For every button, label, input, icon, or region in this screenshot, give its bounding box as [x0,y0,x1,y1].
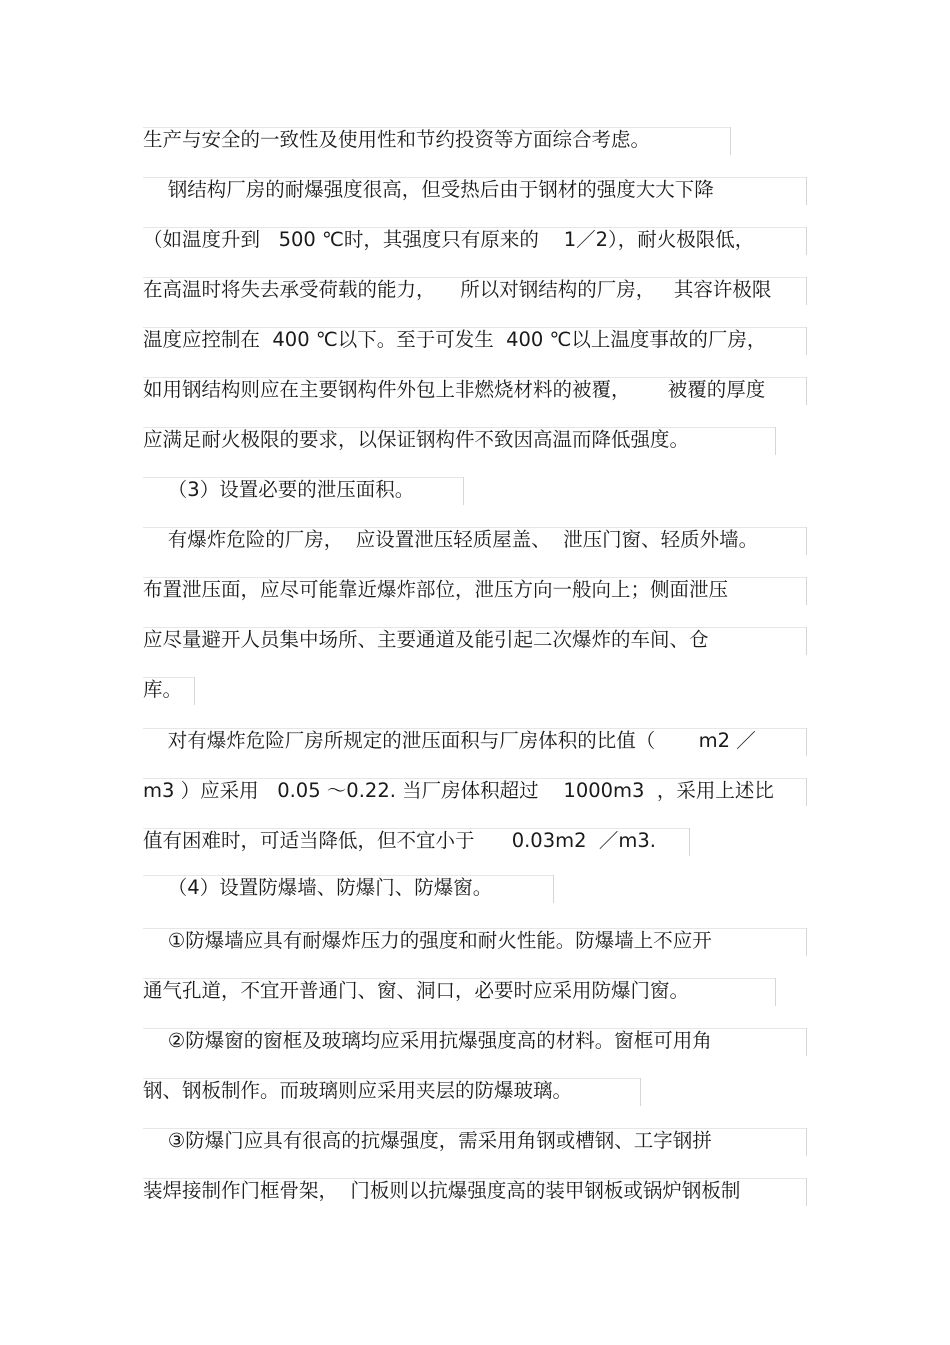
text-line: 对有爆炸危险厂房所规定的泄压面积与厂房体积的比值（ m2 ／ [143,729,756,752]
line-divider [806,377,807,405]
line-divider [553,875,554,903]
text-line: 应满足耐火极限的要求，以保证钢构件不致因高温而降低强度。 [143,428,690,451]
line-divider [806,1028,807,1056]
line-divider [806,177,807,205]
line-divider [775,978,776,1006]
line-divider [806,627,807,655]
text-line: ①防爆墙应具有耐爆炸压力的强度和耐火性能。防爆墙上不应开 [143,929,712,952]
text-line: ③防爆门应具有很高的抗爆强度，需采用角钢或槽钢、工字钢拼 [143,1129,712,1152]
line-divider [806,577,807,605]
line-divider [806,1178,807,1206]
text-line: 生产与安全的一致性及使用性和节约投资等方面综合考虑。 [143,128,651,151]
line-divider [806,227,807,255]
text-line: 如用钢结构则应在主要钢构件外包上非燃烧材料的被覆， 被覆的厚度 [143,378,766,401]
text-line: 通气孔道，不宜开普通门、窗、洞口，必要时应采用防爆门窗。 [143,979,690,1002]
line-divider [806,778,807,806]
text-line: 有爆炸危险的厂房， 应设置泄压轻质屋盖、 泄压门窗、轻质外墙。 [143,528,759,551]
text-line: 钢结构厂房的耐爆强度很高，但受热后由于钢材的强度大大下降 [143,178,714,201]
text-line: （3）设置必要的泄压面积。 [143,478,415,501]
text-line: 在高温时将失去承受荷载的能力， 所以对钢结构的厂房， 其容许极限 [143,278,772,301]
text-line: 温度应控制在 400 ℃以下。至于可发生 400 ℃以上温度事故的厂房， [143,328,767,351]
line-divider [463,477,464,505]
line-divider [806,928,807,956]
line-divider [806,1128,807,1156]
text-line: （如温度升到 500 ℃时，其强度只有原来的 1／2），耐火极限低， [143,228,755,251]
text-line: 值有困难时，可适当降低，但不宜小于 0.03m2 ／m3. [143,829,657,852]
line-divider [775,427,776,455]
text-line: 装焊接制作门框骨架， 门板则以抗爆强度高的装甲钢板或锅炉钢板制 [143,1179,741,1202]
line-divider [806,728,807,756]
line-divider [806,327,807,355]
text-line: 应尽量避开人员集中场所、主要通道及能引起二次爆炸的车间、仓 [143,628,709,651]
line-divider [806,527,807,555]
text-line: 库。 [143,678,183,701]
line-divider [730,127,731,155]
text-line: m3 ）应采用 0.05 ～0.22. 当厂房体积超过 1000m3 ，采用上述比 [143,779,774,802]
line-divider [194,677,195,705]
line-divider [640,1078,641,1106]
text-line: （4）设置防爆墙、防爆门、防爆窗。 [143,876,493,899]
text-line: ②防爆窗的窗框及玻璃均应采用抗爆强度高的材料。窗框可用角 [143,1029,712,1052]
line-divider [689,828,690,856]
line-divider [806,277,807,305]
text-line: 钢、钢板制作。而玻璃则应采用夹层的防爆玻璃。 [143,1079,573,1102]
text-line: 布置泄压面，应尽可能靠近爆炸部位，泄压方向一般向上；侧面泄压 [143,578,729,601]
